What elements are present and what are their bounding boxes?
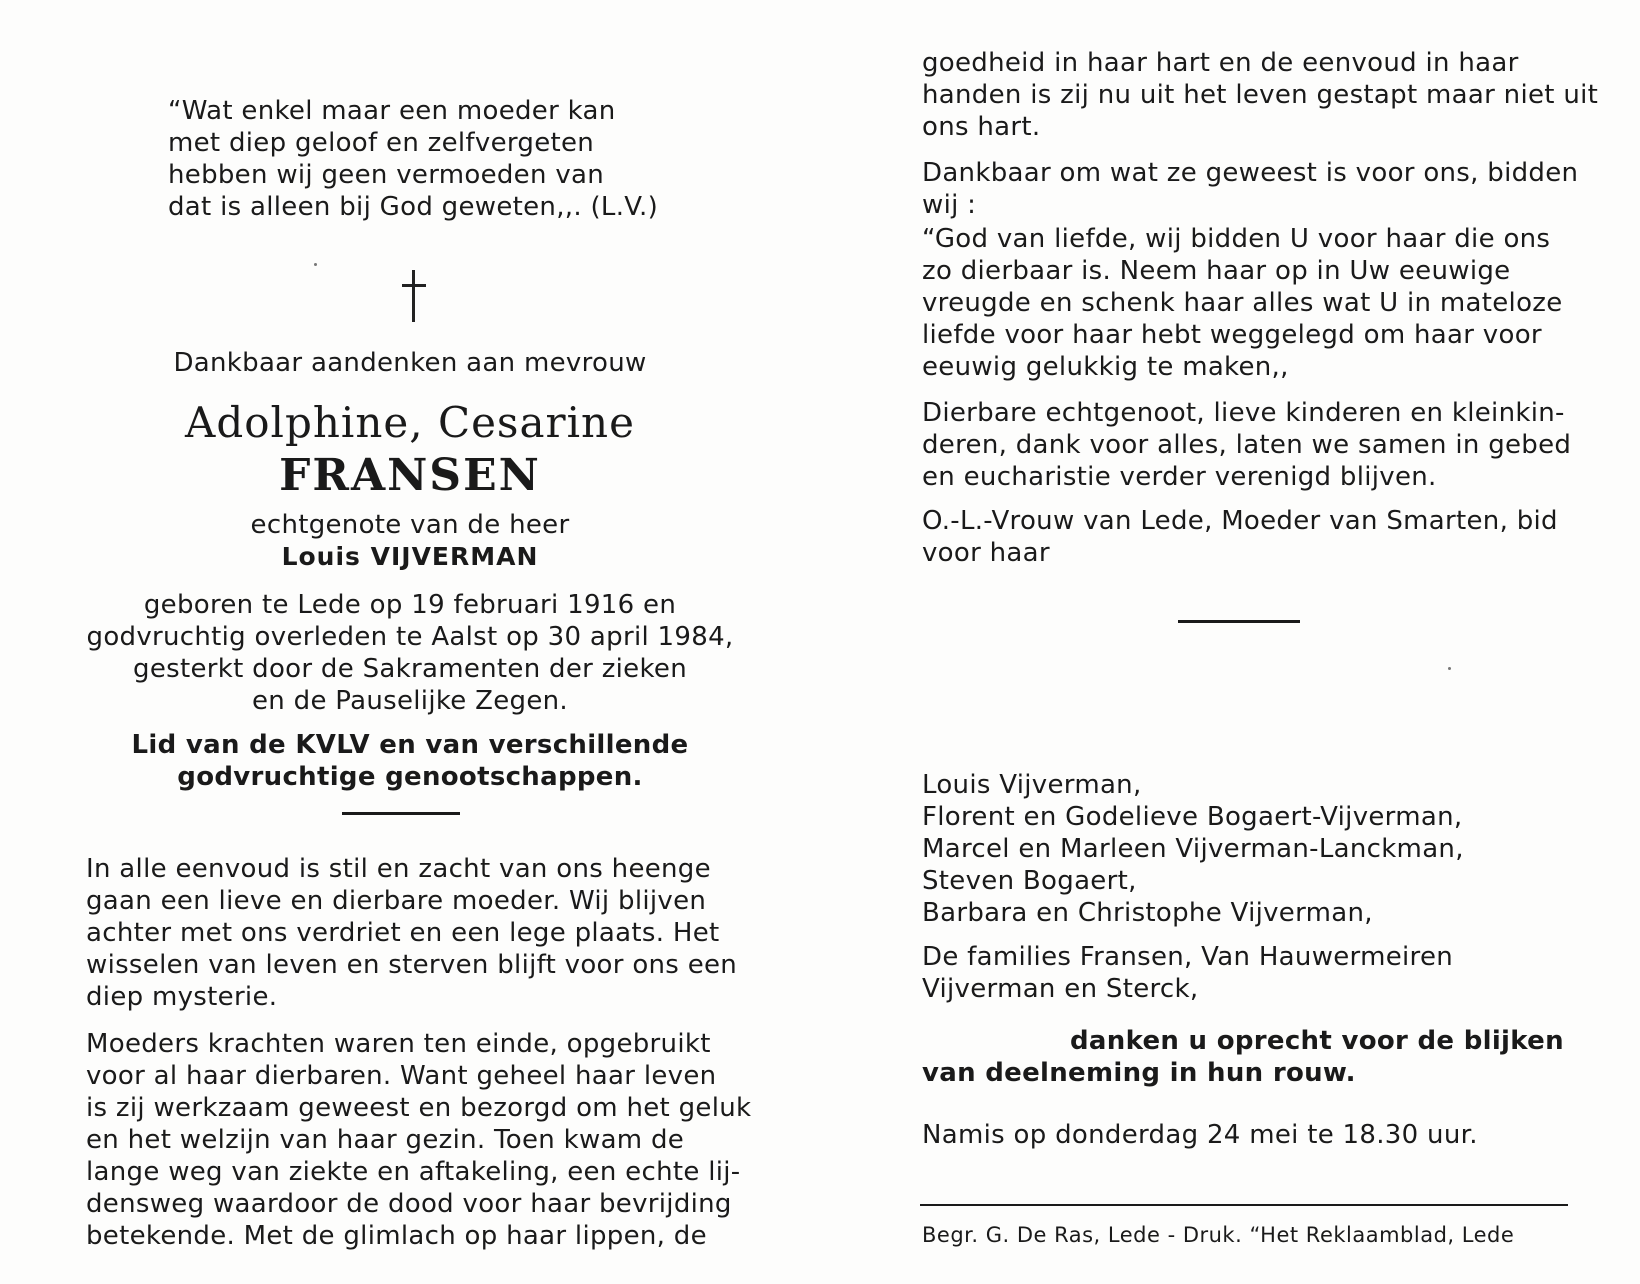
poem-line: “Wat enkel maar een moeder kan [168, 96, 616, 126]
membership-line: godvruchtige genootschappen. [177, 762, 643, 792]
prayer-line: “God van liefde, wij bidden U voor haar die ons [922, 224, 1551, 254]
paragraph-line: lange weg van ziekte en aftakeling, een echte lij- [86, 1157, 741, 1187]
poem-line: hebben wij geen vermoeden van [168, 160, 605, 190]
families-line: De families Fransen, Van Hauwermeiren [922, 942, 1454, 972]
membership-line: Lid van de KVLV en van verschillende [131, 730, 689, 760]
paragraph-line: wisselen van leven en sterven blijft voor ons een [86, 950, 738, 980]
details-line: en de Pauselijke Zegen. [252, 686, 568, 716]
paragraph-line: In alle eenvoud is stil en zacht van ons heenge [86, 854, 711, 884]
family-line: Louis Vijverman, [922, 770, 1142, 800]
family-line: Steven Bogaert, [922, 866, 1137, 896]
poem-line: dat is alleen bij God geweten,,. (L.V.) [168, 192, 659, 222]
prayer-line: zo dierbaar is. Neem haar op in Uw eeuwige [922, 256, 1511, 286]
prayer-line: liefde voor haar hebt weggelegd om haar voor [922, 320, 1542, 350]
speck [1448, 667, 1451, 670]
details-line: gesterkt door de Sakramenten der zieken [133, 654, 687, 684]
paragraph-line: achter met ons verdriet en een lege plaats. Het [86, 918, 720, 948]
deceased-surname: FRANSEN [279, 450, 541, 501]
divider [342, 812, 460, 815]
paragraph-line: wij : [922, 190, 977, 220]
printer-credit: Begr. G. De Ras, Lede - Druk. “Het Reklaamblad, Lede [922, 1223, 1515, 1247]
poem-line: met diep geloof en zelfvergeten [168, 128, 595, 158]
intro-text: Dankbaar aandenken aan mevrouw [173, 348, 647, 378]
footer-rule [920, 1204, 1568, 1206]
family-line: Florent en Godelieve Bogaert-Vijverman, [922, 802, 1463, 832]
invocation-line: O.-L.-Vrouw van Lede, Moeder van Smarten, bid [922, 506, 1558, 536]
paragraph-line: deren, dank voor alles, laten we samen in gebed [922, 430, 1572, 460]
family-line: Barbara en Christophe Vijverman, [922, 898, 1373, 928]
paragraph-line: betekende. Met de glimlach op haar lippen, de [86, 1221, 707, 1251]
paragraph-line: densweg waardoor de dood voor haar bevrijding [86, 1189, 732, 1219]
details-line: geboren te Lede op 19 februari 1916 en [143, 590, 677, 620]
paragraph-line: Dankbaar om wat ze geweest is voor ons, bidden [922, 158, 1579, 188]
paragraph-line: gaan een lieve en dierbare moeder. Wij blijven [86, 886, 707, 916]
family-line: Marcel en Marleen Vijverman-Lanckman, [922, 834, 1464, 864]
paragraph-line: goedheid in haar hart en de eenvoud in haar [922, 48, 1519, 78]
paragraph-line: voor al haar dierbaren. Want geheel haar leven [86, 1061, 717, 1091]
paragraph-line: diep mysterie. [86, 982, 278, 1012]
divider [1178, 620, 1300, 623]
families-line: Vijverman en Sterck, [922, 974, 1199, 1004]
paragraph-line: handen is zij nu uit het leven gestapt maar niet uit [922, 80, 1599, 110]
paragraph-line: Moeders krachten waren ten einde, opgebruikt [86, 1029, 711, 1059]
details-line: godvruchtig overleden te Aalst op 30 april 1984, [86, 622, 734, 652]
cross-icon [402, 270, 426, 322]
prayer-line: eeuwig gelukkig te maken,, [922, 352, 1289, 382]
mass-notice: Namis op donderdag 24 mei te 18.30 uur. [922, 1120, 1478, 1150]
spouse-name: Louis VIJVERMAN [281, 542, 539, 571]
thanks-line: van deelneming in hun rouw. [922, 1058, 1356, 1088]
invocation-line: voor haar [922, 538, 1050, 568]
speck [314, 263, 317, 266]
paragraph-line: Dierbare echtgenoot, lieve kinderen en kleinkin- [922, 398, 1565, 428]
paragraph-line: en het welzijn van haar gezin. Toen kwam de [86, 1125, 685, 1155]
paragraph-line: is zij werkzaam geweest en bezorgd om het geluk [86, 1093, 752, 1123]
paragraph-line: ons hart. [922, 112, 1041, 142]
paragraph-line: en eucharistie verder verenigd blijven. [922, 462, 1437, 492]
spouse-intro: echtgenote van de heer [250, 510, 570, 540]
thanks-line: danken u oprecht voor de blijken [1070, 1026, 1564, 1056]
prayer-line: vreugde en schenk haar alles wat U in mateloze [922, 288, 1563, 318]
deceased-first-names: Adolphine, Cesarine [185, 398, 635, 447]
